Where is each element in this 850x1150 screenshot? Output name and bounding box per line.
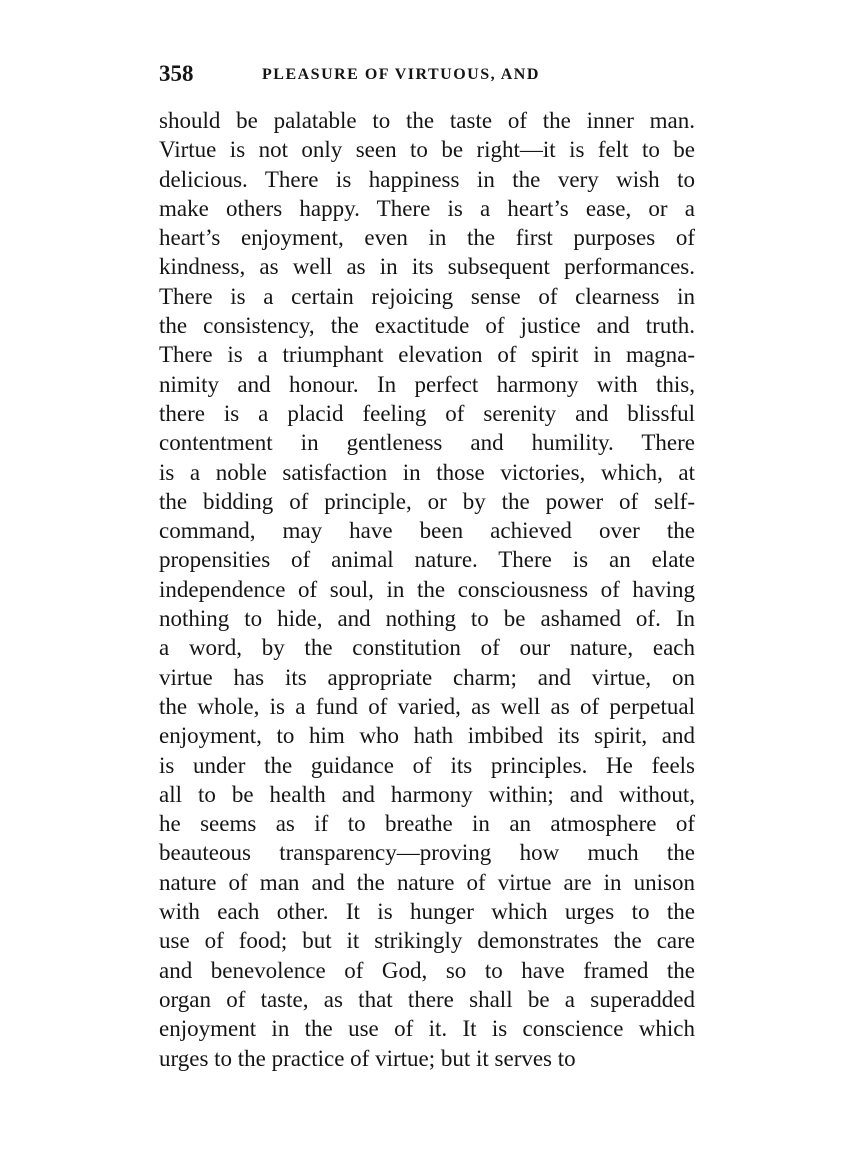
text-line: with each other. It is hunger which urges to the	[159, 899, 695, 925]
text-line: virtue has its appropriate charm; and virtue, on	[159, 664, 695, 690]
text-line: contentment in gentleness and humility. There	[159, 430, 695, 456]
text-line: make others happy. There is a heart’s ease, or a	[159, 195, 695, 221]
text-line: independence of soul, in the consciousness of having	[159, 576, 695, 602]
text-line: kindness, as well as in its subsequent performances.	[159, 254, 695, 280]
text-line: the whole, is a fund of varied, as well as of perpetual	[159, 693, 695, 719]
text-line: he seems as if to breathe in an atmosphere of	[159, 811, 695, 837]
text-line: enjoyment in the use of it. It is conscience which	[159, 1016, 695, 1042]
text-line: the consistency, the exactitude of justice and truth.	[159, 313, 695, 339]
text-line: all to be health and harmony within; and without,	[159, 781, 695, 807]
text-line: nature of man and the nature of virtue are in unison	[159, 869, 695, 895]
text-line: there is a placid feeling of serenity and blissful	[159, 400, 695, 426]
text-line: nothing to hide, and nothing to be ashamed of. In	[159, 606, 695, 632]
page-number: 358	[159, 61, 194, 86]
page-header	[159, 58, 699, 90]
text-line: organ of taste, as that there shall be a superadded	[159, 986, 695, 1012]
body-text	[159, 106, 695, 1073]
running-head: PLEASURE OF VIRTUOUS, AND	[262, 66, 540, 83]
text-line: is under the guidance of its principles. He feels	[159, 752, 695, 778]
text-line: There is a certain rejoicing sense of clearness in	[159, 283, 695, 309]
text-line: and benevolence of God, so to have framed the	[159, 957, 695, 983]
text-line: enjoyment, to him who hath imbibed its spirit, and	[159, 723, 695, 749]
text-line: use of food; but it strikingly demonstrates the care	[159, 928, 695, 954]
text-line: heart’s enjoyment, even in the first purposes of	[159, 225, 695, 251]
text-line: nimity and honour. In perfect harmony with this,	[159, 371, 695, 397]
text-line: delicious. There is happiness in the very wish to	[159, 166, 695, 192]
text-line: command, may have been achieved over the	[159, 518, 695, 544]
text-line: should be palatable to the taste of the inner man.	[159, 108, 695, 133]
text-line: There is a triumphant elevation of spirit in magna-	[159, 342, 695, 368]
text-line: propensities of animal nature. There is an elate	[159, 547, 695, 573]
text-line: the bidding of principle, or by the power of self-	[159, 488, 695, 514]
text-line: Virtue is not only seen to be right—it is felt to be	[159, 137, 695, 163]
text-line: is a noble satisfaction in those victories, which, at	[159, 459, 695, 485]
text-line: urges to the practice of virtue; but it serves to	[159, 1045, 576, 1071]
text-line: a word, by the constitution of our nature, each	[159, 635, 695, 661]
text-line: beauteous transparency—proving how much the	[159, 840, 695, 866]
